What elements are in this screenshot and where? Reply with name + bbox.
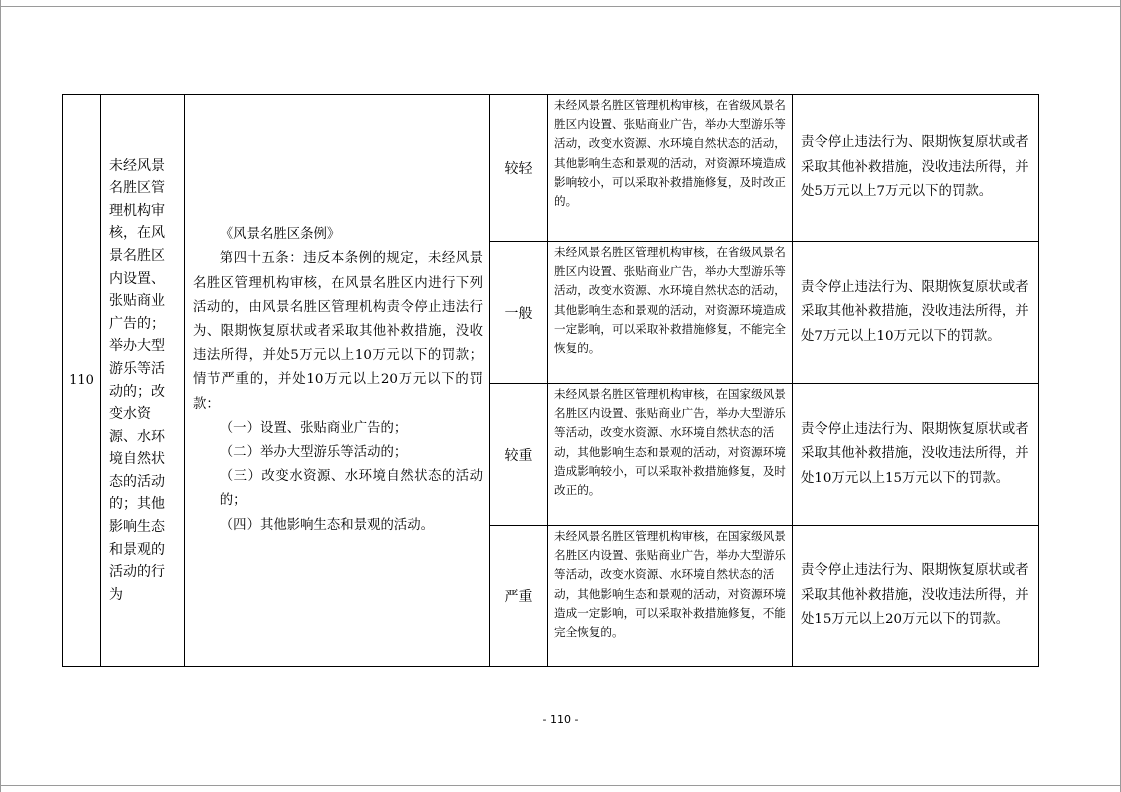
law-title: 《风景名胜区条例》 [219, 227, 341, 243]
level-penalty: 责令停止违法行为、限期恢复原状或者采取其他补救措施，没收违法所得，并处15万元以上20万元以下的罚款。 [793, 526, 1039, 667]
law-item: （一）设置、张贴商业广告的； [219, 420, 408, 436]
legal-basis [185, 95, 490, 667]
page-frame-bottom [0, 785, 1121, 786]
table-row [63, 95, 1039, 242]
level-description: 未经风景名胜区管理机构审核，在省级风景名胜区内设置、张贴商业广告，举办大型游乐等活动，改变水资源、水环境自然状态的活动，其他影响生态和景观的活动，对资源环境造成一定影响，可以采取补救措施修复，不能完全恢复的。 [548, 242, 793, 384]
level-label: 较轻 [490, 95, 548, 242]
law-item: （二）举办大型游乐等活动的； [219, 445, 408, 460]
level-penalty: 责令停止违法行为、限期恢复原状或者采取其他补救措施，没收违法所得，并处7万元以上10万元以下的罚款。 [793, 242, 1039, 384]
law-item: （三）改变水资源、水环境自然状态的活动的； [219, 469, 483, 509]
law-item: （四）其他影响生态和景观的活动。 [219, 517, 435, 533]
page-frame-left [0, 0, 1, 792]
level-description: 未经风景名胜区管理机构审核，在省级风景名胜区内设置、张贴商业广告，举办大型游乐等活动，改变水资源、水环境自然状态的活动，其他影响生态和景观的活动，对资源环境造成影响较小，可以采取补救措施修复，及时改正的。 [548, 95, 793, 242]
level-penalty: 责令停止违法行为、限期恢复原状或者采取其他补救措施，没收违法所得，并处10万元以上15万元以下的罚款。 [793, 384, 1039, 526]
level-description: 未经风景名胜区管理机构审核，在国家级风景名胜区内设置、张贴商业广告，举办大型游乐等活动，改变水资源、水环境自然状态的活动，其他影响生态和景观的活动，对资源环境造成一定影响，可以采取补救措施修复，不能完全恢复的。 [548, 526, 793, 667]
level-label: 一般 [490, 242, 548, 384]
law-article: 第四十五条：违反本条例的规定，未经风景名胜区管理机构审核，在风景名胜区内进行下列活动的，由风景名胜区管理机构责令停止违法行为、限期恢复原状或者采取其他补救措施，没收违法所得，并处5万元以上10万元以下的罚款；情节严重的，并处10万元以上20万元以下的罚款： [193, 251, 483, 412]
penalty-standard-table [62, 94, 1039, 667]
page-number: - 110 - [542, 713, 579, 726]
level-description: 未经风景名胜区管理机构审核，在国家级风景名胜区内设置、张贴商业广告，举办大型游乐等活动，改变水资源、水环境自然状态的活动，其他影响生态和景观的活动，对资源环境造成影响较小，可以采取补救措施修复，及时改正的。 [548, 384, 793, 526]
page-frame-top [0, 6, 1121, 7]
level-label: 严重 [490, 526, 548, 667]
level-penalty: 责令停止违法行为、限期恢复原状或者采取其他补救措施，没收违法所得，并处5万元以上7万元以下的罚款。 [793, 95, 1039, 242]
violation-act: 未经风景名胜区管理机构审核，在风景名胜区内设置、张贴商业广告的；举办大型游乐等活动的；改变水资源、水环境自然状态的活动的；其他影响生态和景观的活动的行为 [101, 95, 185, 667]
item-number: 110 [63, 95, 101, 667]
level-label: 较重 [490, 384, 548, 526]
